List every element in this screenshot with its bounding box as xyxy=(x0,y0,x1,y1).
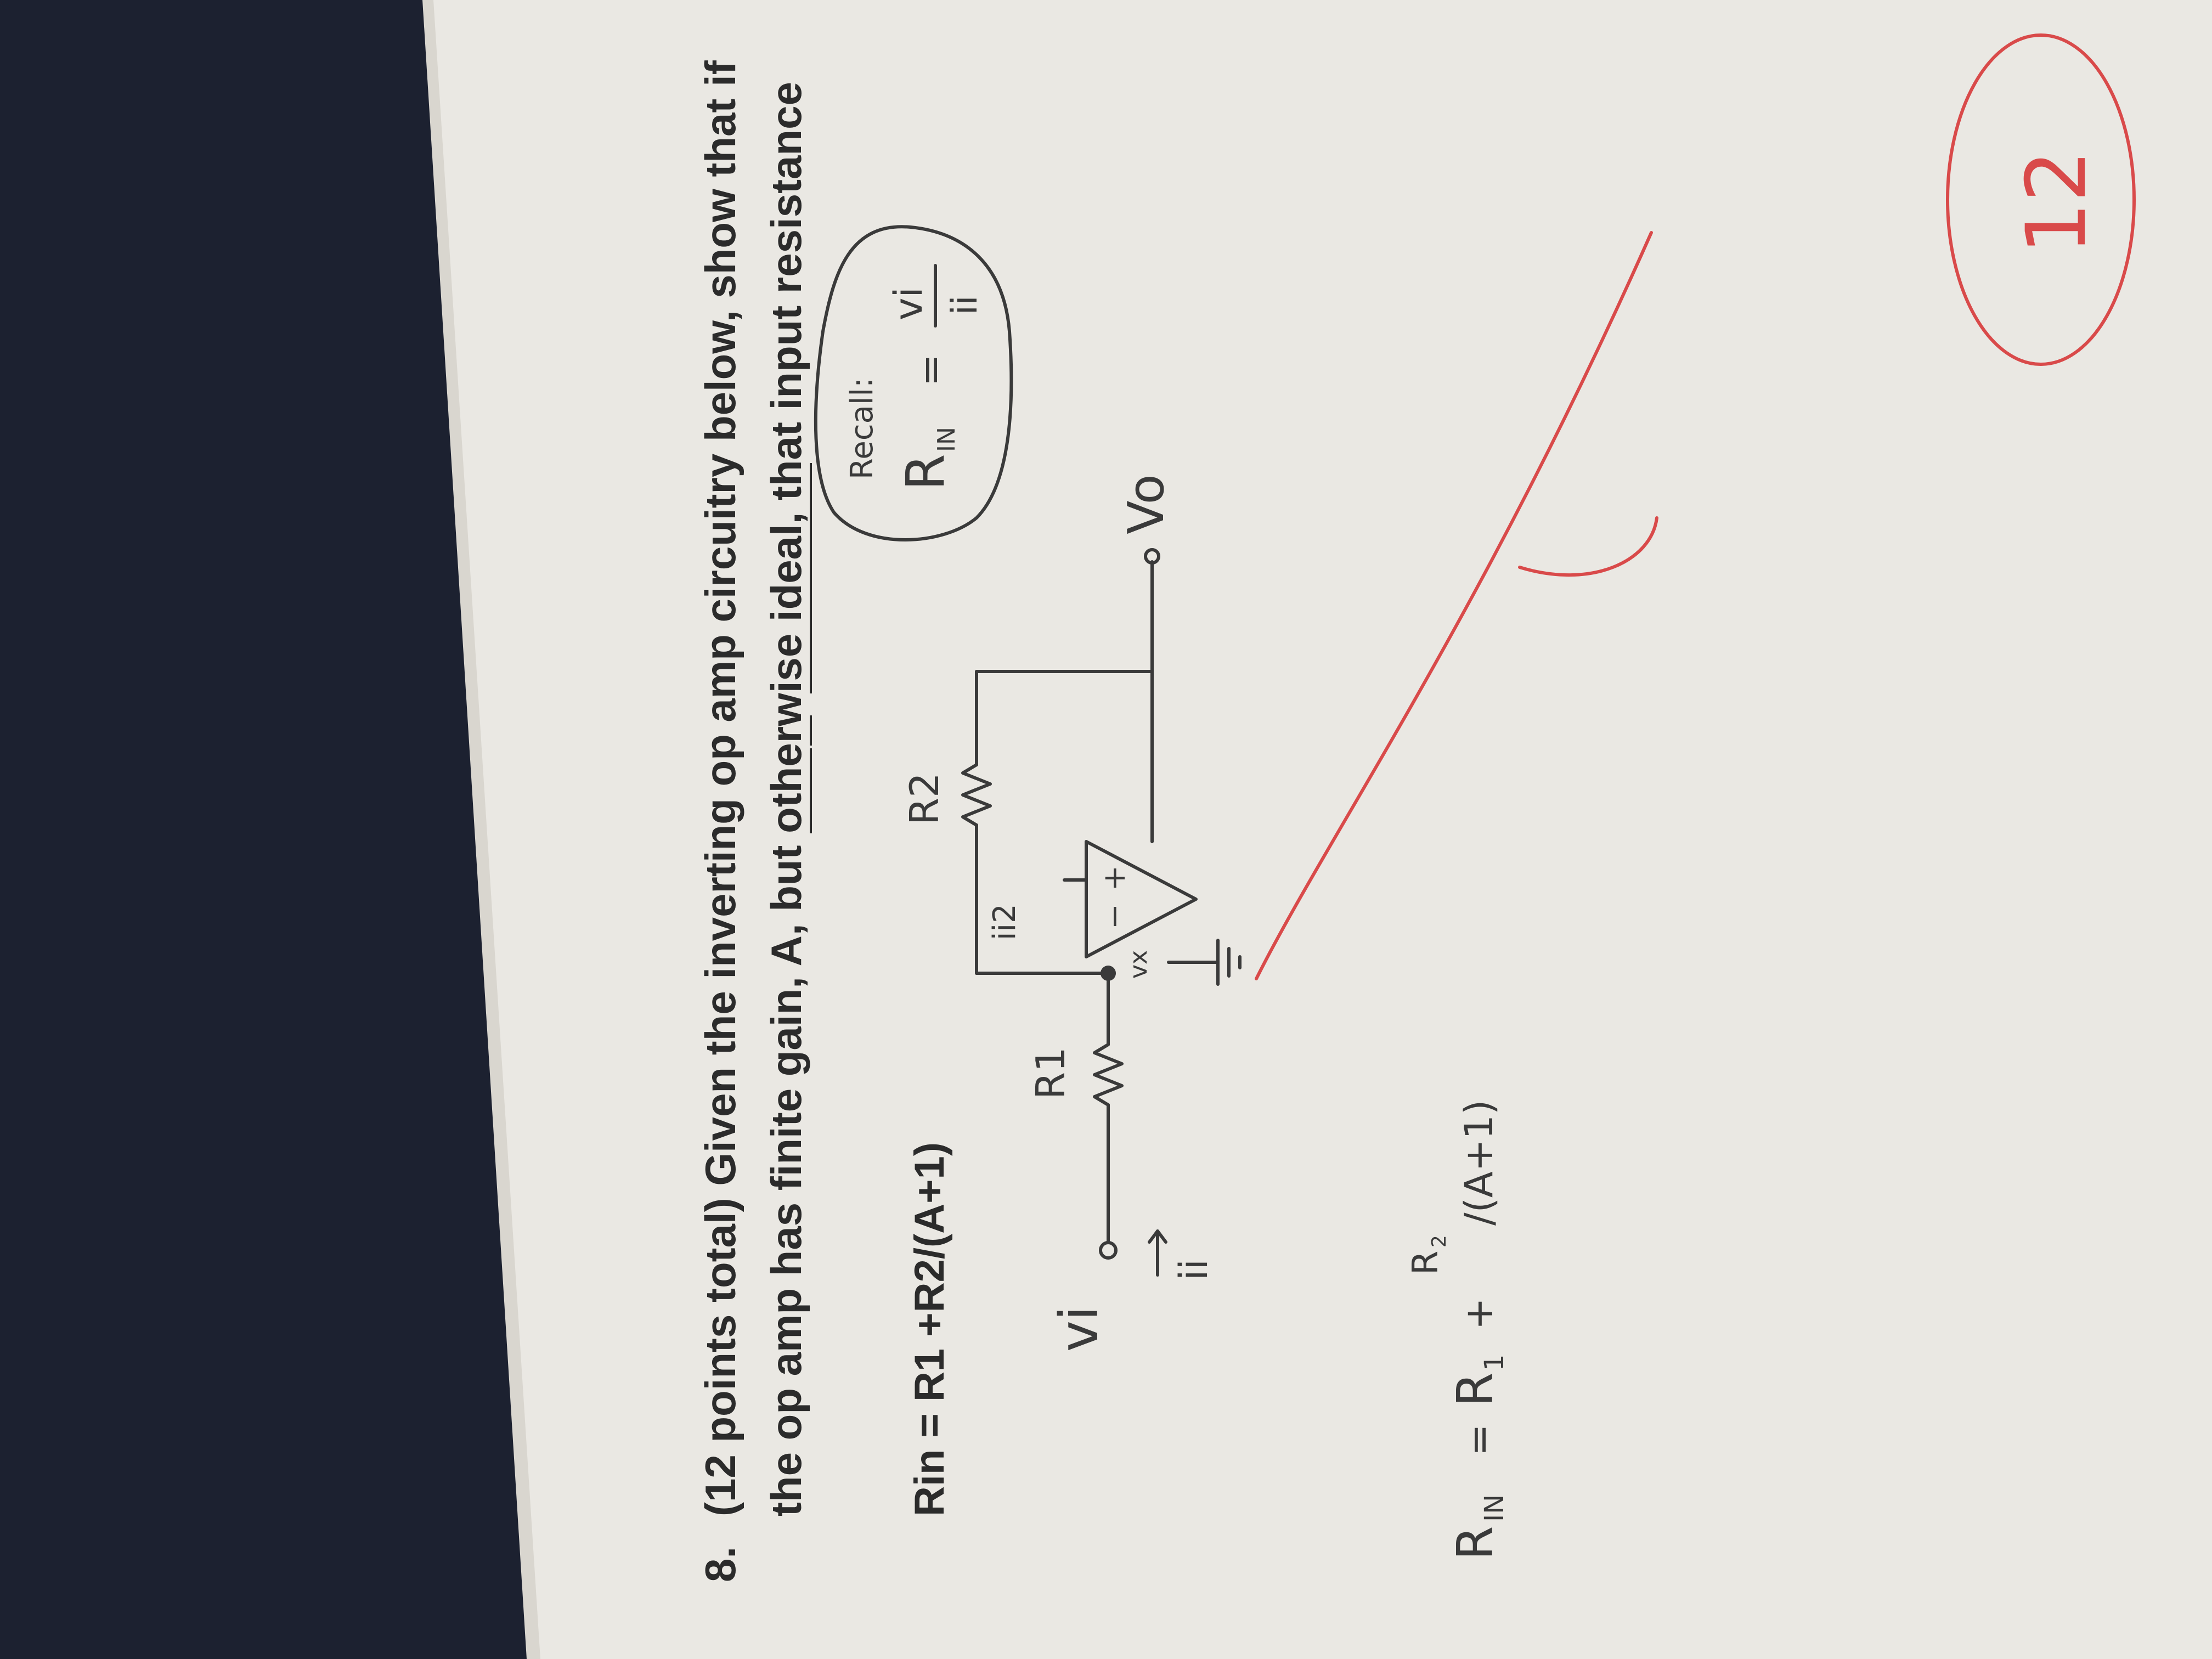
r1-label: R1 xyxy=(1028,1047,1074,1099)
question-line-2: the op amp has finite gain, A, but otherwise ideal, that input resistance xyxy=(762,82,810,1516)
recall-numerator: vi xyxy=(886,287,931,320)
answer-r1: R xyxy=(1447,1372,1504,1407)
grade-score: 12 xyxy=(2009,150,2104,255)
recall-eq: = xyxy=(908,354,953,386)
answer-eq: = xyxy=(1457,1424,1502,1456)
recall-r: R xyxy=(895,454,956,490)
answer-r-sub: IN xyxy=(1479,1494,1510,1522)
answer-r2: R xyxy=(1406,1250,1446,1275)
output-label: Vo xyxy=(1118,474,1175,534)
answer-r: R xyxy=(1447,1526,1504,1560)
typed-answer: Rin = R1 +R2/(A+1) xyxy=(906,1142,953,1516)
answer-denominator: /(A+1) xyxy=(1457,1099,1502,1226)
question-line-1: (12 points total) Given the inverting op amp circuitry below, show that if xyxy=(696,60,744,1516)
input-current-label: ii xyxy=(1171,1259,1216,1280)
op-amp-minus: − xyxy=(1097,904,1132,929)
node-vx-label: vx xyxy=(1125,950,1153,979)
recall-r-sub: IN xyxy=(933,427,961,452)
feedback-current-label: ii2 xyxy=(987,904,1023,940)
r2-label: R2 xyxy=(901,772,947,825)
answer-plus: + xyxy=(1457,1297,1502,1330)
op-amp-plus: + xyxy=(1097,865,1132,891)
answer-r2-sub: 2 xyxy=(1428,1235,1451,1248)
recall-denominator: ii xyxy=(945,295,985,315)
answer-r1-sub: 1 xyxy=(1479,1354,1510,1371)
input-voltage-label: vi xyxy=(1048,1306,1110,1352)
recall-title: Recall: xyxy=(844,377,880,479)
question-number: 8. xyxy=(696,1546,744,1582)
